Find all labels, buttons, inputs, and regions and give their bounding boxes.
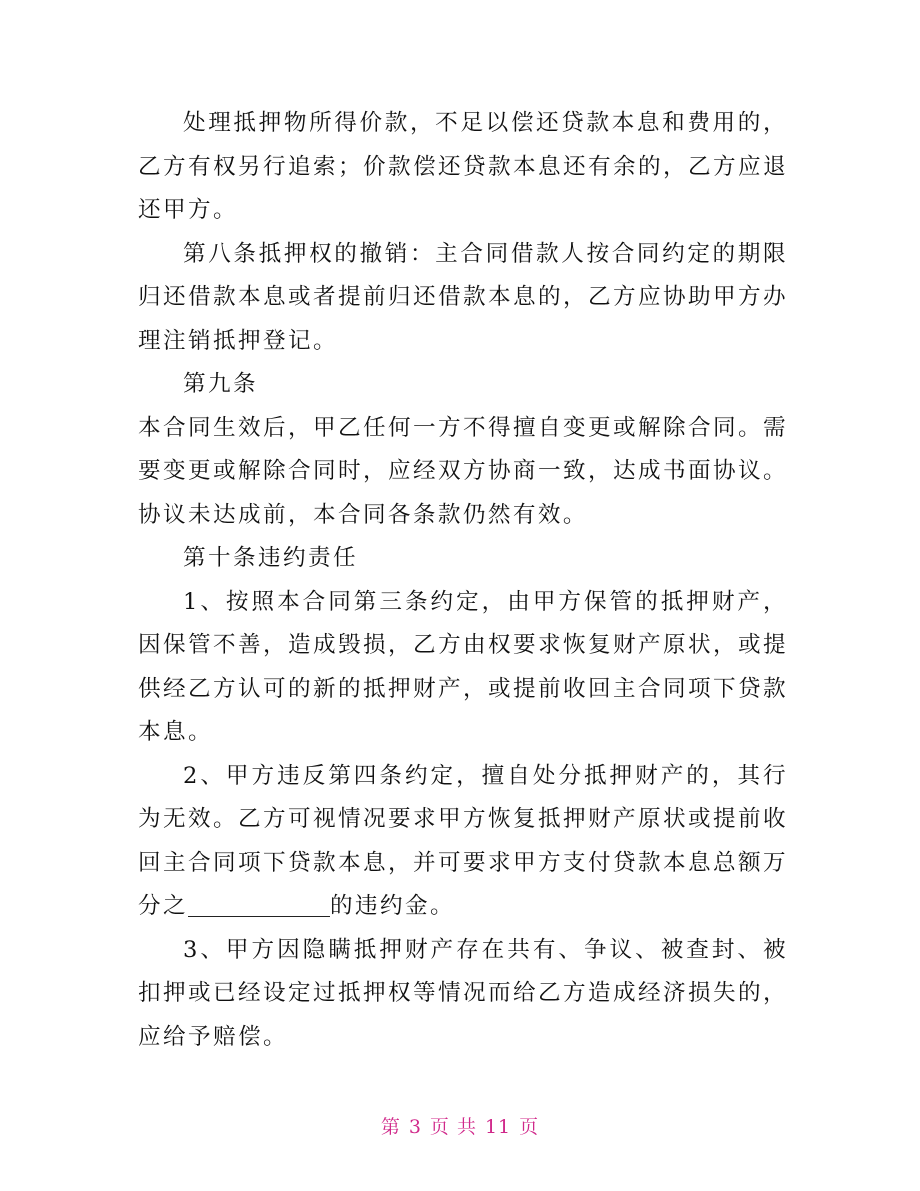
- paragraph-clause-3: 3、甲方因隐瞒抵押财产存在共有、争议、被查封、被扣押或已经设定过抵押权等情况而给乙方造成经济损失的，应给予赔偿。: [138, 936, 788, 1050]
- fill-in-blank-line: [188, 894, 212, 917]
- footer-page-number: 3: [408, 1116, 422, 1138]
- paragraph-clause-2: [138, 755, 788, 929]
- paragraph-disposal-proceeds: 处理抵押物所得价款，不足以偿还贷款本息和费用的，乙方有权另行追索；价款偿还贷款本息还有余的，乙方应退还甲方。: [138, 110, 788, 223]
- paragraph-clause-1: 1、按照本合同第三条约定，由甲方保管的抵押财产，因保管不善，造成毁损，乙方由权要求恢复财产原状，或提供经乙方认可的新的抵押财产，或提前收回主合同项下贷款本息。: [138, 588, 788, 745]
- footer-prefix: 第: [380, 1116, 401, 1138]
- heading-article-9: 第九条: [183, 371, 258, 397]
- footer-middle: 页 共: [429, 1116, 477, 1138]
- clause-2-ending: 的违约金。: [330, 893, 455, 919]
- heading-article-10: 第十条违约责任: [183, 545, 358, 571]
- paragraph-article-9-body: 本合同生效后，甲乙任何一方不得擅自变更或解除合同。需要变更或解除合同时，应经双方协商一致，达成书面协议。协议未达成前，本合同各条款仍然有效。: [138, 414, 788, 528]
- paragraph-article-8: 第八条抵押权的撤销：主合同借款人按合同约定的期限归还借款本息或者提前归还借款本息的，乙方应协助甲方办理注销抵押登记。: [138, 240, 788, 354]
- footer-suffix: 页: [519, 1116, 540, 1138]
- clause-2-text: 2、甲方违反第四条约定，擅自处分抵押财产的，其行为无效。乙方可视情况要求甲方恢复抵押财产原状或提前收回主合同项下贷款本息，并可要求甲方支付贷款本息总额万分之: [138, 762, 788, 919]
- page-footer: [0, 1112, 920, 1139]
- document-body: [138, 102, 788, 1059]
- footer-total-pages: 11: [484, 1116, 512, 1138]
- fill-in-blank-line: [212, 894, 330, 917]
